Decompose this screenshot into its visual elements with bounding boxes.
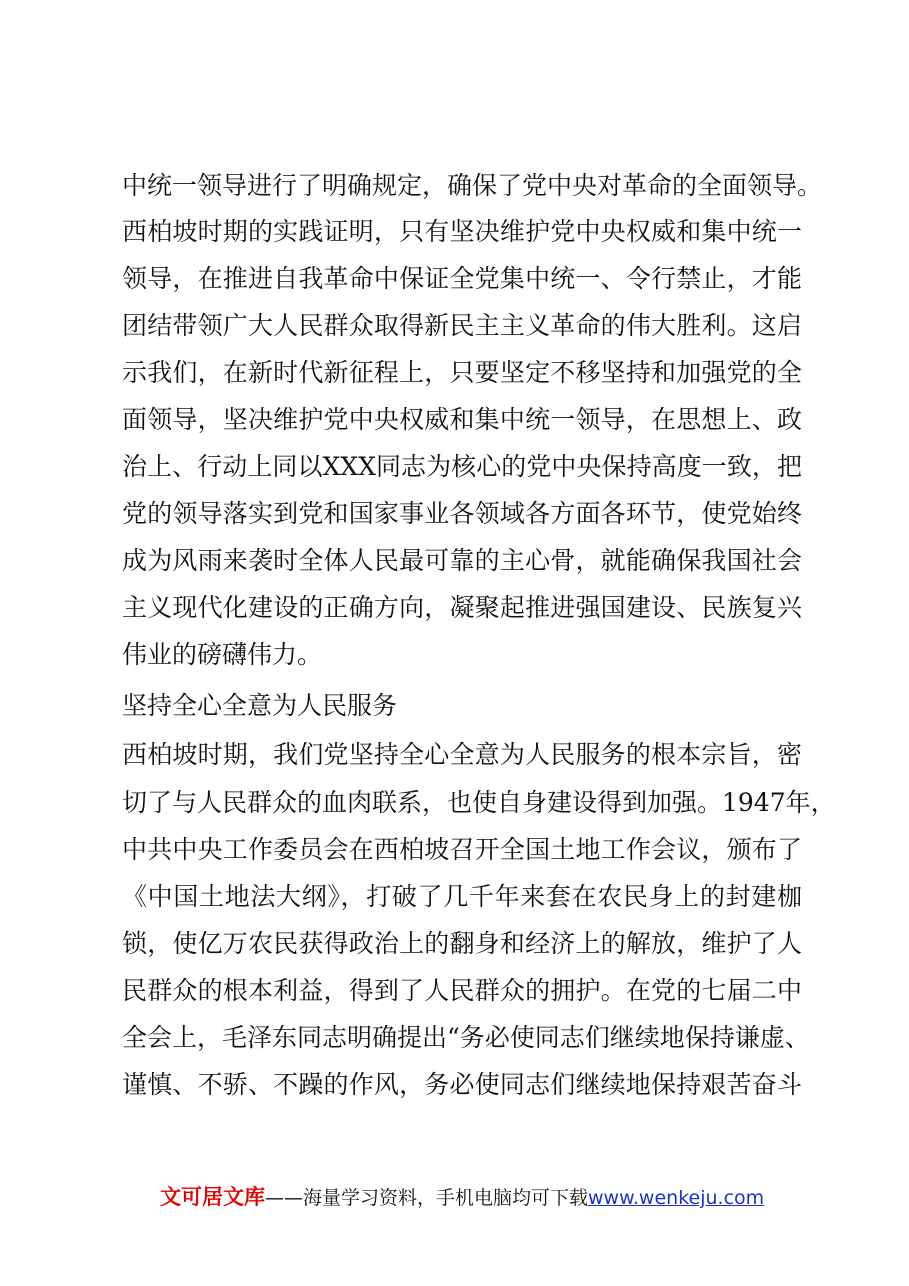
text-line-11: 伟业的磅礴伟力。 — [122, 640, 323, 669]
text-line-2: 西柏坡时期的实践证明，只有坚决维护党中央权威和集中统一 — [122, 217, 802, 246]
section-heading: 坚持全心全意为人民服务 — [122, 691, 398, 720]
text-line-15: 中共中央工作委员会在西柏坡召开全国土地工作会议，颁布了 — [122, 835, 802, 864]
footer-banner — [160, 1183, 764, 1211]
footer-tagline: ——海量学习资料，手机电脑均可下载 — [265, 1187, 589, 1209]
text-line-7: 治上、行动上同以XXX同志为核心的党中央保持高度一致，把 — [122, 452, 802, 481]
text-line-10: 主义现代化建设的正确方向，凝聚起推进强国建设、民族复兴 — [122, 593, 802, 622]
text-line-19: 全会上，毛泽东同志明确提出“务必使同志们继续地保持谦虚、 — [122, 1023, 810, 1052]
text-line-14: 切了与人民群众的血肉联系，也使自身建设得到加强。1947年， — [122, 788, 836, 817]
text-line-13: 西柏坡时期，我们党坚持全心全意为人民服务的根本宗旨，密 — [122, 740, 802, 769]
text-line-8: 党的领导落实到党和国家事业各领域各方面各环节，使党始终 — [122, 499, 802, 528]
text-line-1: 中统一领导进行了明确规定，确保了党中央对革命的全面领导。 — [122, 171, 823, 200]
brand-name: 文可居文库 — [160, 1185, 265, 1209]
text-line-20: 谨慎、不骄、不躁的作风，务必使同志们继续地保持艰苦奋斗 — [122, 1070, 802, 1099]
text-line-5: 示我们，在新时代新征程上，只要坚定不移坚持和加强党的全 — [122, 358, 802, 387]
site-link[interactable]: www.wenkeju.com — [588, 1187, 765, 1209]
text-line-9: 成为风雨来袭时全体人民最可靠的主心骨，就能确保我国社会 — [122, 546, 802, 575]
text-line-3: 领导，在推进自我革命中保证全党集中统一、令行禁止，才能 — [122, 264, 802, 293]
text-line-6: 面领导，坚决维护党中央权威和集中统一领导，在思想上、政 — [122, 405, 802, 434]
text-line-16: 《中国土地法大纲》，打破了几千年来套在农民身上的封建枷 — [122, 882, 802, 911]
text-line-4: 团结带领广大人民群众取得新民主主义革命的伟大胜利。这启 — [122, 311, 802, 340]
text-line-18: 民群众的根本利益，得到了人民群众的拥护。在党的七届二中 — [122, 976, 802, 1005]
text-line-17: 锁，使亿万农民获得政治上的翻身和经济上的解放，维护了人 — [122, 929, 802, 958]
